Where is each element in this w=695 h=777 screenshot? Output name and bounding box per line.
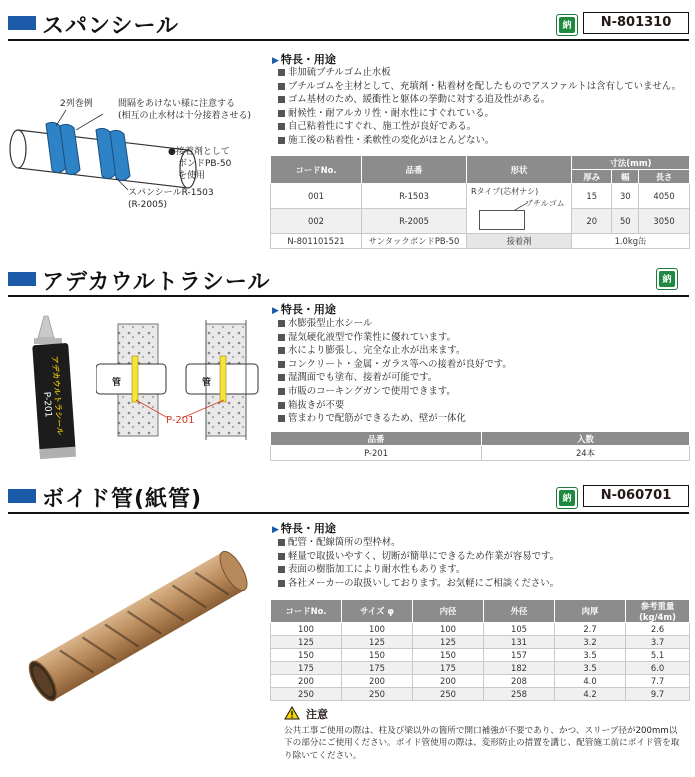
table-cell: 5.1 [626,649,690,662]
table-header-cell: コードNo. [271,600,342,623]
section-marker [8,489,36,503]
section-title: スパンシール [42,14,180,39]
triangle-icon: ▶ [272,525,279,535]
header-part: 品番 [362,156,467,184]
table-cell: 157 [484,649,555,662]
table-cell: 7.7 [626,675,690,688]
table-cell: 100 [271,623,342,636]
table-cell: 4.2 [555,688,626,701]
table-row [271,662,690,675]
features-title: ▶ 特長・用途 [272,53,336,66]
feature-item: 市販のコーキングガンで使用できます。 [278,385,512,399]
table-cell: 131 [484,636,555,649]
header-part: 品番 [271,432,482,446]
table-cell: 3.5 [555,662,626,675]
table-cell: 208 [484,675,555,688]
pipe-label-right: 管 [202,378,212,388]
table-cell: 3.2 [555,636,626,649]
section-marker [8,16,36,30]
product-code: N-060701 [583,485,689,507]
triangle-icon: ▶ [272,56,279,66]
table-header-cell: 外径 [484,600,555,623]
feature-item: 非加硫ブチルゴム止水板 [278,66,681,80]
section-header-adeka [0,262,695,298]
features-title: ▶ 特長・用途 [272,303,336,316]
header-shape: 形状 [467,156,572,184]
product-callout-label: P-201 [166,415,195,426]
section-marker [8,272,36,286]
header-width: 幅 [612,170,639,184]
stock-badge-icon: 納 [556,14,578,36]
shape-cell: Rタイプ(芯材ナシ) ブチルゴム [467,184,572,234]
table-header-cell: 参考重量(kg/4m) [626,600,690,623]
caution-heading: 注意 [284,706,328,722]
caution-text: 公共工事ご使用の際は、柱及び梁以外の箇所で開口補強が不要であり、かつ、スリーブ径が200mm以下の部分にご使用ください。ボイド管使用の際は、変形防止の措置を講じ、配管施工前にボイド管を取り除いてください。 [284,726,680,761]
feature-item: 湿潤面でも塗布、接着が可能です。 [278,371,512,385]
feature-item: 湿気硬化液型で作業性に優れています。 [278,331,512,345]
table-cell: 175 [271,662,342,675]
feature-item: 配管・配線箇所の型枠材。 [278,536,559,550]
table-cell: 100 [413,623,484,636]
table-cell: 125 [271,636,342,649]
diagram-label-product-alt: (R-2005) [128,200,168,210]
sealant-tube-image [30,312,90,462]
table-cell: 9.7 [626,688,690,701]
feature-item: コンクリート・金属・ガラス等への接着が良好です。 [278,358,512,372]
table-header-cell: 内径 [413,600,484,623]
section-header-spanseal [0,6,695,42]
table-cell: 250 [271,688,342,701]
header-code: コードNo. [271,156,362,184]
table-cell: 150 [413,649,484,662]
section-title: アデカウルトラシール [42,270,271,295]
table-cell: 200 [342,675,413,688]
section-divider [8,39,689,41]
void-tube-spec-table [270,599,690,701]
feature-item: 水膨張型止水シール [278,317,512,331]
table-cell: 175 [413,662,484,675]
warning-icon [284,706,300,720]
triangle-icon: ▶ [272,306,279,316]
diagram-label-adhesive-product: ボンドPB-50 [178,159,232,169]
table-cell: 100 [342,623,413,636]
table-row: P-201 24本 [271,446,690,461]
section-divider [8,512,689,514]
diagram-label-product: スパンシールR-1503 [128,188,214,198]
table-cell: 150 [271,649,342,662]
table-cell: 200 [413,675,484,688]
section-header-void-tube [0,479,695,515]
table-header-cell: サイズ φ [342,600,413,623]
header-length: 長さ [639,170,690,184]
feature-item: 各社メーカーの取扱いしております。お気軽にご相談ください。 [278,577,559,591]
table-cell: 258 [484,688,555,701]
feature-item: 管まわりで配筋ができるため、壁が一体化 [278,412,512,426]
section-divider [8,295,689,297]
svg-text:P-201: P-201 [41,391,53,418]
table-cell: 6.0 [626,662,690,675]
diagram-label-adhesive-use: を使用 [178,171,206,181]
adeka-spec-table [270,431,690,461]
header-size: 寸法(mm) [572,156,690,170]
feature-item: 耐候性・耐アルカリ性・耐水性にすぐれている。 [278,107,681,121]
void-tube-image [18,545,263,705]
table-header-cell: 肉厚 [555,600,626,623]
table-cell: 4.0 [555,675,626,688]
table-cell: 200 [271,675,342,688]
svg-text:アデカウルトラシール: アデカウルトラシール [50,355,65,436]
diagram-label-gap-note: (相互の止水材は十分接着させる) [118,111,252,121]
table-cell: 250 [413,688,484,701]
pipe-label-left: 管 [112,378,122,388]
table-cell: 3.5 [555,649,626,662]
feature-item: 施工後の粘着性・柔軟性の変化がほとんどない。 [278,134,681,148]
features-list [278,317,512,426]
feature-item: 箱抜きが不要 [278,399,512,413]
table-cell: 2.7 [555,623,626,636]
table-row: 001 R-1503 Rタイプ(芯材ナシ) ブチルゴム 15 30 4050 [271,184,690,209]
table-row [271,688,690,701]
feature-item: 自己粘着性にすぐれ、施工性が良好である。 [278,120,681,134]
feature-item: 水により膨張し、完全な止水が出来ます。 [278,344,512,358]
section-title: ボイド管(紙管) [42,487,203,512]
stock-badge-icon: 納 [656,268,678,290]
features-list [278,536,559,590]
header-thickness: 厚み [572,170,612,184]
table-row [271,623,690,636]
features-title: ▶ 特長・用途 [272,522,336,535]
header-qty: 入数 [482,432,690,446]
table-row [271,636,690,649]
table-cell: 250 [342,688,413,701]
diagram-label-adhesive: ●接着剤として [168,147,230,157]
table-cell: 182 [484,662,555,675]
features-list [278,66,681,148]
table-cell: 3.7 [626,636,690,649]
feature-item: ゴム基材のため、緩衝性と躯体の挙動に対する追及性がある。 [278,93,681,107]
table-cell: 175 [342,662,413,675]
feature-item: ブチルゴムを主材として、充填剤・粘着材を配したものでアスファルトは含有していません。 [278,80,681,94]
feature-item: 表面の樹脂加工により耐水性もあります。 [278,563,559,577]
table-cell: 125 [342,636,413,649]
product-code: N-801310 [583,12,689,34]
spanseal-spec-table [270,155,690,249]
table-cell: 150 [342,649,413,662]
table-row: N-801101521 サンタックボンドPB-50 接着剤 1.0kg缶 [271,234,690,249]
table-cell: 105 [484,623,555,636]
table-row: 002 R-2005 20 50 3050 [271,209,690,234]
diagram-label-gap: 間隔をあけない様に注意する [118,99,236,109]
table-row [271,675,690,688]
diagram-label-two-rows: 2列巻例 [60,99,93,109]
feature-item: 軽量で取扱いやすく、切断が簡単にできるため作業が容易です。 [278,550,559,564]
table-cell: 125 [413,636,484,649]
table-cell: 2.6 [626,623,690,636]
butyl-shape [479,210,525,230]
stock-badge-icon: 納 [556,487,578,509]
table-row [271,649,690,662]
